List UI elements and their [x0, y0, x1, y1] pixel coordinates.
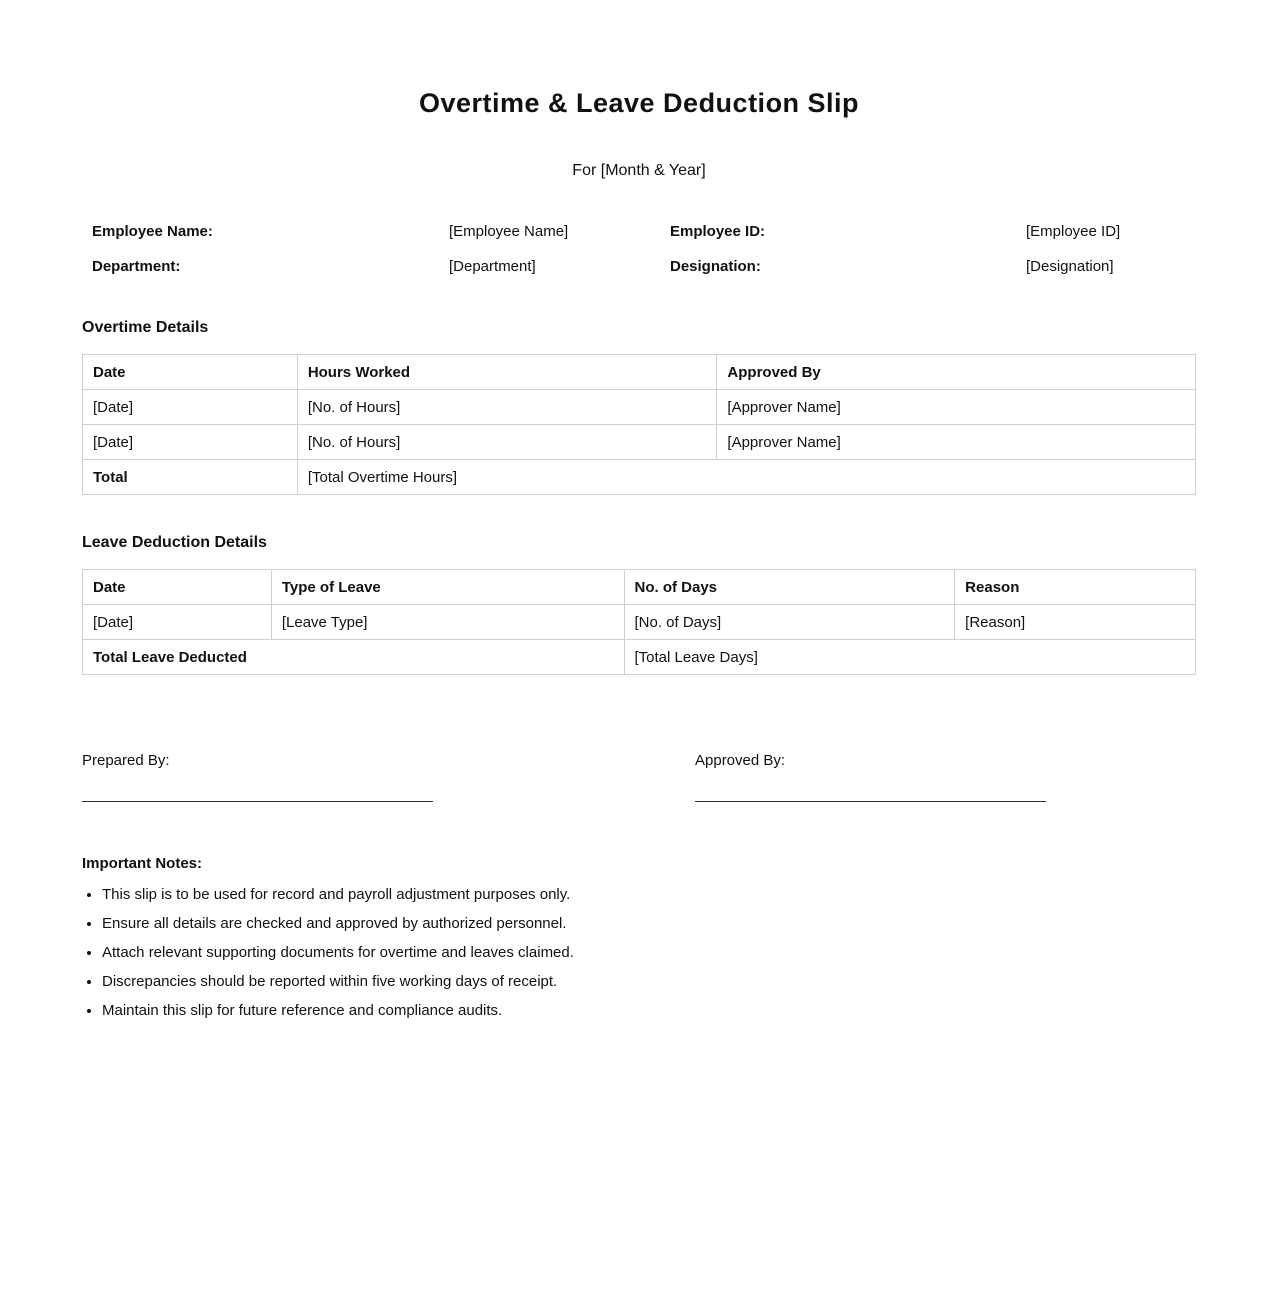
- employee-info: [92, 220, 1196, 290]
- table-header-row: [83, 355, 1196, 390]
- approved-by-label: Approved By:: [695, 752, 786, 769]
- total-leave-label: Total Leave Deducted: [83, 640, 625, 675]
- notes-title: Important Notes:: [82, 855, 202, 872]
- document-title: Overtime & Leave Deduction Slip: [418, 88, 860, 118]
- employee-info-row: [92, 255, 1196, 290]
- list-item: • Discrepancies should be reported within five working days of receipt.: [102, 967, 1102, 996]
- approved-by-signature-line: [695, 801, 1046, 802]
- list-item: • This slip is to be used for record and payroll adjustment purposes only.: [102, 880, 1102, 909]
- column-header: Type of Leave: [271, 570, 624, 605]
- notes-list: [82, 880, 1102, 1025]
- employee-name-label: Employee Name:: [92, 223, 213, 240]
- overtime-section-title: Overtime Details: [82, 319, 209, 336]
- list-item: • Ensure all details are checked and approved by authorized personnel.: [102, 909, 1102, 938]
- table-cell: [No. of Hours]: [297, 425, 717, 460]
- leave-table: [82, 569, 1196, 675]
- column-header: Date: [83, 570, 272, 605]
- table-cell: [Leave Type]: [271, 605, 624, 640]
- designation-value: [Designation]: [1026, 258, 1114, 275]
- total-label: Total: [83, 460, 298, 495]
- list-item: • Attach relevant supporting documents for overtime and leaves claimed.: [102, 938, 1102, 967]
- column-header: Hours Worked: [297, 355, 717, 390]
- table-cell: [Date]: [83, 390, 298, 425]
- document-subtitle: For [Month & Year]: [572, 162, 706, 179]
- total-overtime-value: [Total Overtime Hours]: [297, 460, 1195, 495]
- table-row: [83, 605, 1196, 640]
- table-cell: [Approver Name]: [717, 425, 1196, 460]
- table-row: [83, 390, 1196, 425]
- overtime-table: [82, 354, 1196, 495]
- table-total-row: [83, 460, 1196, 495]
- table-total-row: [83, 640, 1196, 675]
- prepared-by-label: Prepared By:: [82, 752, 170, 769]
- department-value: [Department]: [449, 258, 536, 275]
- employee-name-value: [Employee Name]: [449, 223, 569, 240]
- prepared-by-signature-line: [82, 801, 433, 802]
- column-header: No. of Days: [624, 570, 955, 605]
- table-cell: [No. of Hours]: [297, 390, 717, 425]
- table-header-row: [83, 570, 1196, 605]
- designation-label: Designation:: [670, 258, 761, 275]
- table-cell: [Reason]: [955, 605, 1196, 640]
- column-header: Date: [83, 355, 298, 390]
- employee-id-value: [Employee ID]: [1026, 223, 1121, 240]
- employee-id-label: Employee ID:: [670, 223, 766, 240]
- column-header: Approved By: [717, 355, 1196, 390]
- total-leave-value: [Total Leave Days]: [624, 640, 1196, 675]
- employee-info-row: [92, 220, 1196, 255]
- table-cell: [Date]: [83, 605, 272, 640]
- table-cell: [No. of Days]: [624, 605, 955, 640]
- table-cell: [Approver Name]: [717, 390, 1196, 425]
- table-row: [83, 425, 1196, 460]
- table-cell: [Date]: [83, 425, 298, 460]
- column-header: Reason: [955, 570, 1196, 605]
- list-item: • Maintain this slip for future reference and compliance audits.: [102, 996, 1102, 1025]
- leave-section-title: Leave Deduction Details: [82, 534, 267, 551]
- department-label: Department:: [92, 258, 181, 275]
